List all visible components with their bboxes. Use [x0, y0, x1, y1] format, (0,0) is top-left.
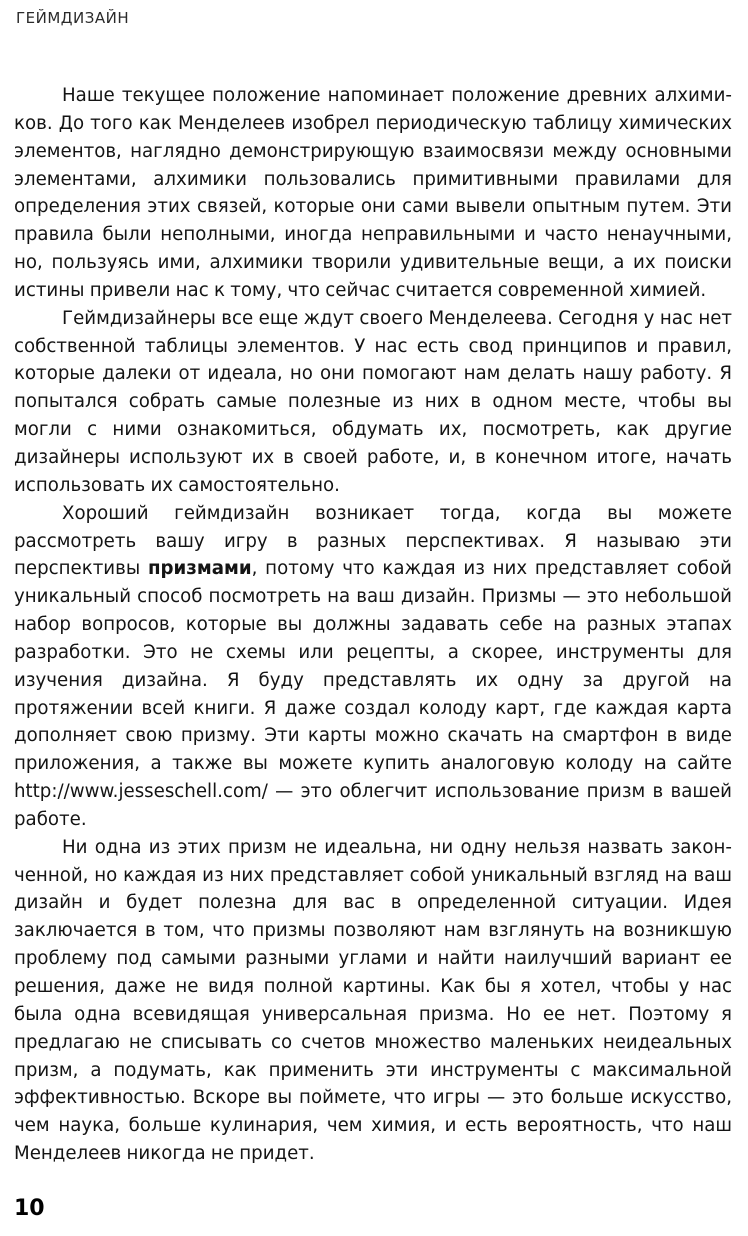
- body-text: [14, 82, 732, 1168]
- paragraph-prisms-rest: , потому что каждая из них представляет собой уникальный способ посмотреть на ваш дизайн. Призмы — это небольшой набор вопросов, которые вы должны задавать себе на разных этапах разработки. Это не схемы или рецепты, а скорее, инструменты для изучения дизайна. Я буду представлять их одну за другой на протяжении всей книги. Я даже создал колоду карт, где каждая карта дополняет свою призму. Эти карты можно скачать на смартфон в виде приложения, а также вы можете купить аналоговую колоду на сайте http://www.jesseschell.com/ — это облегчит использование призм в вашей работе.: [14, 558, 732, 830]
- prisms-term: призмами: [147, 558, 252, 580]
- page-number: 10: [14, 1196, 45, 1221]
- paragraph-alchemists: Наше текущее положение напоминает положение древних алхимиков. До того как Менделеев изобрел периодическую таблицу химических элементов, наглядно демонстрирующую взаимосвязи между основными элементами, алхимики пользовались примитивными правилами для определения этих связей, которые они сами вывели опытным путем. Эти правила были неполными, иногда неправильными и часто ненаучными, но, пользуясь ими, алхимики творили удивительные вещи, а их поиски истины привели нас к тому, что сейчас считается современной химией.: [14, 85, 732, 301]
- paragraph-no-perfect-prism: Ни одна из этих призм не идеальна, ни одну нельзя назвать законченной, но каждая из них представляет собой уникальный взгляд на ваш дизайн и будет полезна для вас в определенной ситуации. Идея заключается в том, что призмы позволяют нам взглянуть на возникшую проблему под самыми разными углами и найти наилучший вариант ее решения, даже не видя полной картины. Как бы я хотел, чтобы у нас была одна всевидящая универсальная призма. Но ее нет. Поэтому я предлагаю не списывать со счетов множество маленьких неидеальных призм, а подумать, как применить эти инструменты с максимальной эффективностью. Вскоре вы поймете, что игры — это больше искусство, чем наука, больше кулинария, чем химия, и есть вероятность, что наш Менделеев никогда не придет.: [14, 836, 732, 1165]
- paragraph-mendeleev: Геймдизайнеры все еще ждут своего Менделеева. Сегодня у нас нет собственной таблицы элементов. У нас есть свод принципов и правил, которые далеки от идеала, но они помогают нам делать нашу работу. Я попытался собрать самые полезные из них в одном месте, чтобы вы могли с ними ознакомиться, обдумать их, посмотреть, как другие дизайнеры используют их в своей работе, и, в конечном итоге, начать использовать их самостоятельно.: [14, 307, 732, 496]
- running-head: ГЕЙМДИЗАЙН: [16, 9, 130, 27]
- paragraph-prisms-intro: Хороший геймдизайн возникает тогда, когда вы можете рассмотреть вашу игру в разных перспективах. Я называю эти перспективы: [14, 502, 732, 580]
- paragraph-prisms: [14, 500, 732, 834]
